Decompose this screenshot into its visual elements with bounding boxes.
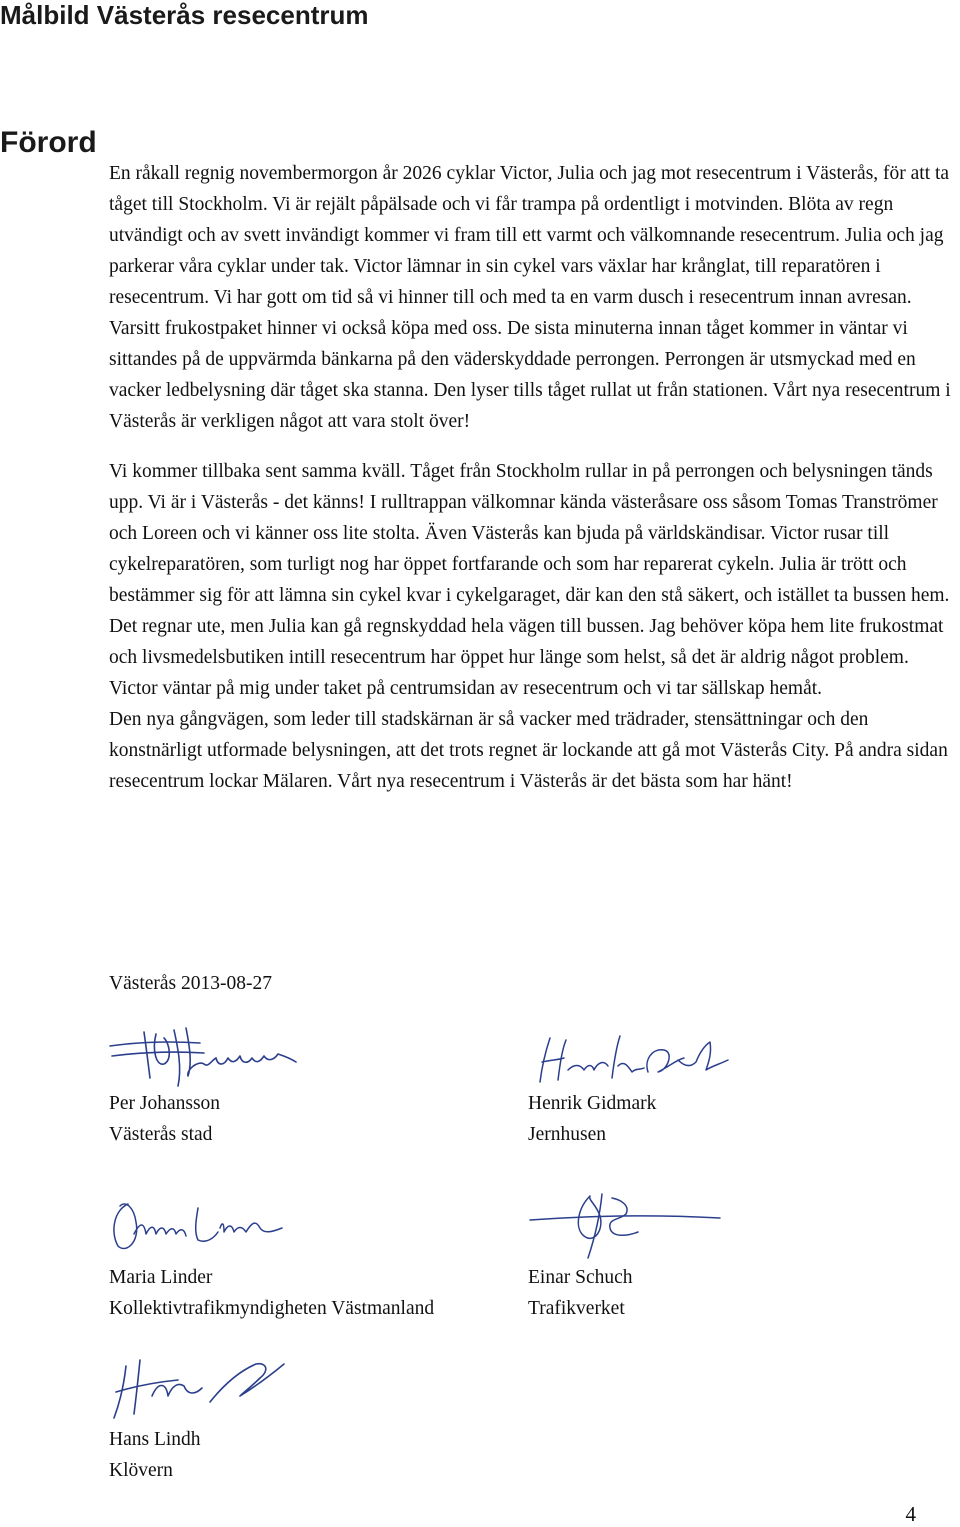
signatory-organization: Kollektivtrafikmyndigheten Västmanland (109, 1298, 435, 1319)
signatory (109, 1088, 220, 1150)
signatory (528, 1262, 633, 1324)
document-running-header: Målbild Västerås resecentrum (0, 0, 369, 30)
signatory (109, 1424, 201, 1486)
signatory-name: Hans Lindh (109, 1429, 201, 1450)
signatory-name: Einar Schuch (528, 1267, 633, 1288)
paragraph: En råkall regnig novembermorgon år 2026 cyklar Victor, Julia och jag mot resecentrum i Västerås, för att ta tåget till Stockholm. Vi är rejält påpälsade och vi får trampa på ordentligt i motvinden. Blöta av regn utvändigt och av svett invändigt kommer vi fram till ett varmt och välkomnande resecentrum. Julia och jag parkerar våra cyklar under tak. Victor lämnar in sin cykel vars växlar har krånglat, till reparatören i resecentrum. Vi har gott om tid så vi hinner till och med ta en varm dusch i resecentrum innan avresan. Varsitt frukostpaket hinner vi också köpa med oss. De sista minuterna innan tåget kommer in väntar vi sittandes på de uppvärmda bänkarna på den väderskyddade perrongen. Perrongen är utsmyckad med en vacker ledbelysning där tåget ska stanna. Den lyser tills tåget rullat ut från stationen. Vårt nya resecentrum i Västerås är verkligen något att vara stolt över! (109, 163, 951, 432)
signatory-organization: Klövern (109, 1460, 173, 1481)
signatory-organization: Trafikverket (528, 1298, 625, 1319)
place-and-date: Västerås 2013-08-27 (109, 973, 272, 994)
page-number: 4 (905, 1502, 916, 1526)
section-heading: Förord (0, 126, 97, 159)
paragraph: Den nya gångvägen, som leder till stadskärnan är så vacker med trädrader, stensättningar och den konstnärligt utformade belysningen, att det trots regnet är lockande att gå mot Västerås City. På andra sidan resecentrum lockar Mälaren. Vårt nya resecentrum i Västerås är det bästa som har hänt! (109, 709, 948, 792)
signatory-name: Per Johansson (109, 1093, 221, 1114)
signature-hans-lindh (106, 1352, 288, 1424)
signatory (109, 1262, 434, 1324)
signatory-name: Maria Linder (109, 1267, 213, 1288)
signature-maria-linder (106, 1192, 286, 1258)
signatory-organization: Jernhusen (528, 1124, 606, 1145)
paragraph: Vi kommer tillbaka sent samma kväll. Tåget från Stockholm rullar in på perrongen och belysningen tänds upp. Vi är i Västerås - det känns! I rulltrappan välkomnar kända västeråsare oss såsom Tomas Tranströmer och Loreen och vi känner oss lite stolta. Även Västerås kan bjuda på världskändisar. Victor rusar till cykelreparatören, som turligt nog har öppet fortfarande och som har reparerat cykeln. Julia är trött och bestämmer sig för att lämna sin cykel kvar i cykelgaraget, där kan den stå säkert, och istället ta bussen hem. Det regnar ute, men Julia kan gå regnskyddad hela vägen till bussen. Jag behöver köpa hem lite frukostmat och livsmedelsbutiken intill resecentrum har öppet hur länge som helst, så det är aldrig något problem. Victor väntar på mig under taket på centrumsidan av resecentrum och vi tar sällskap hemåt. (109, 461, 950, 699)
signature-einar-schuch (528, 1188, 723, 1260)
body-text (109, 158, 960, 797)
signature-per-johansson (108, 1024, 298, 1090)
signature-henrik-gidmark (528, 1030, 733, 1088)
signatory-name: Henrik Gidmark (528, 1093, 657, 1114)
signatory-organization: Västerås stad (109, 1124, 213, 1145)
signatory (528, 1088, 656, 1150)
